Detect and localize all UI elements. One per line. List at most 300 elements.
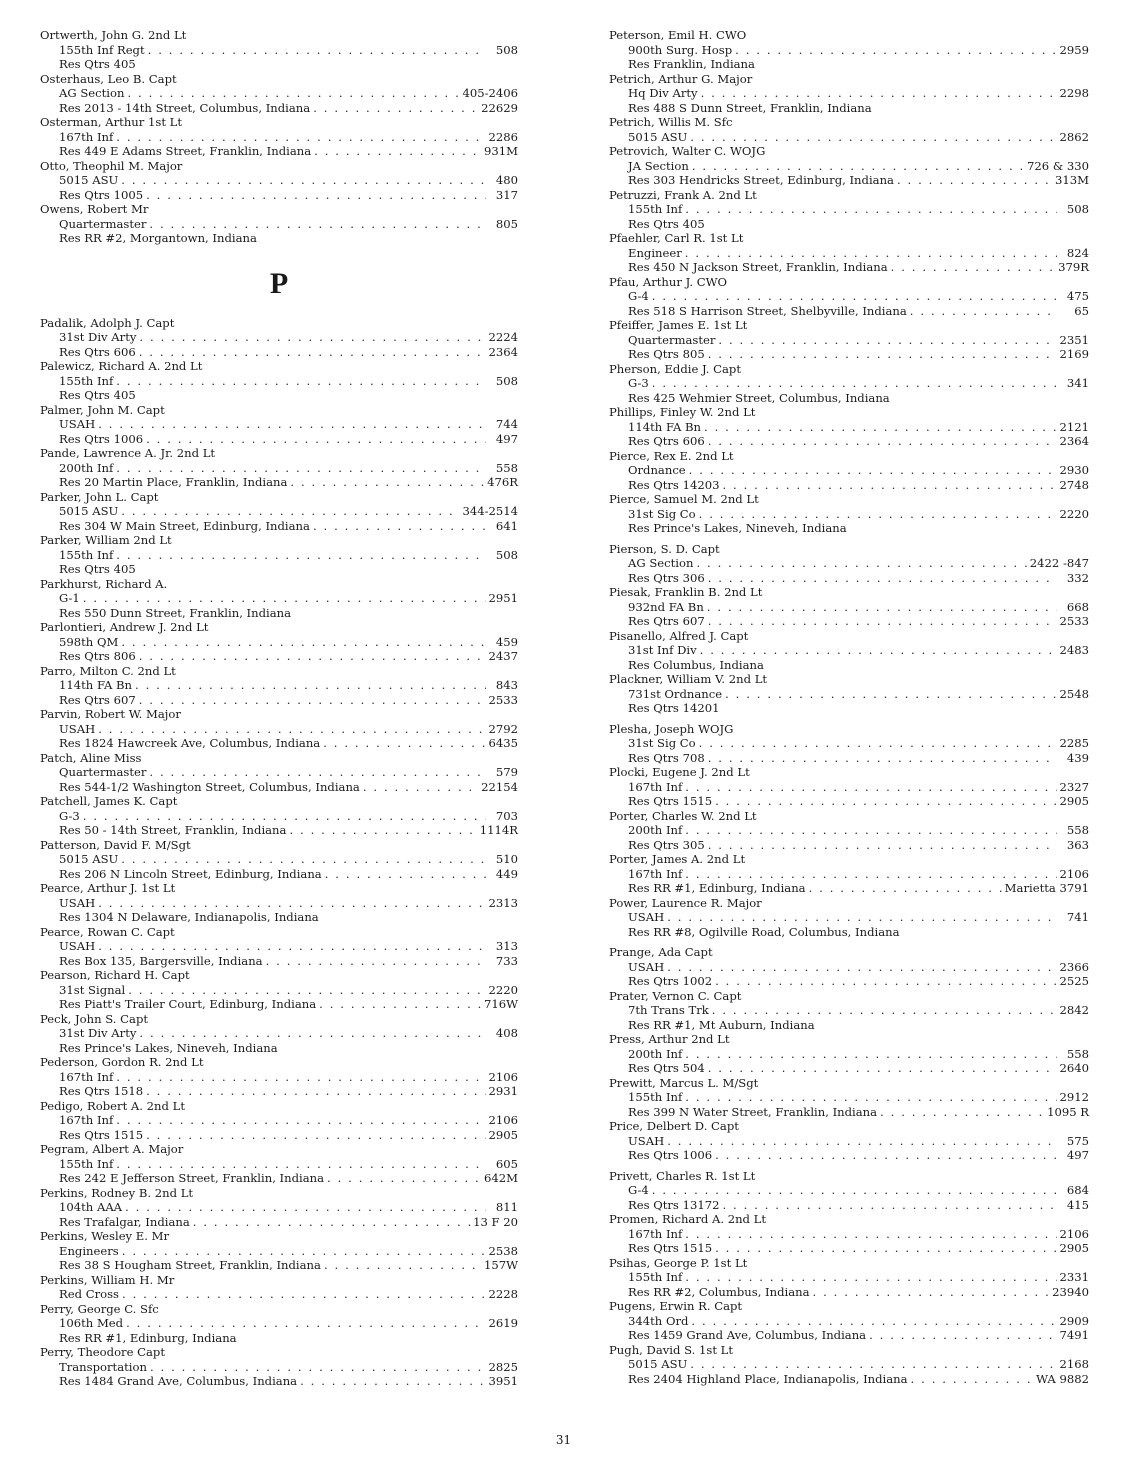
entry-line	[40, 1026, 518, 1041]
entry-line	[609, 1328, 1089, 1343]
entry-line-phone: 2106	[488, 1113, 518, 1127]
dot-leader	[722, 1198, 1057, 1213]
entry-line-label: Res Qtrs 305	[628, 837, 705, 852]
entry-line	[609, 1285, 1089, 1300]
directory-entry	[40, 403, 518, 447]
entry-line-label: USAH	[628, 1133, 665, 1148]
dot-leader	[652, 289, 1057, 304]
entry-line-phone: 2525	[1059, 974, 1089, 988]
directory-entry	[40, 1012, 518, 1056]
entry-line	[40, 809, 518, 824]
entry-line	[609, 974, 1089, 989]
entry-line-label: 200th Inf	[628, 1046, 683, 1061]
entry-line-label: 7th Trans Trk	[628, 1003, 709, 1017]
entry-line-label: Res Qtrs 1006	[628, 1148, 713, 1162]
entry-line-phone: 2364	[1059, 434, 1089, 448]
directory-entry	[40, 664, 518, 708]
entry-line	[40, 519, 518, 534]
dot-leader	[116, 1113, 486, 1128]
directory-entry	[609, 1169, 1089, 1213]
dot-leader	[910, 304, 1057, 319]
entry-line-label: 104th AAA	[59, 1200, 123, 1214]
entry-name: Price, Delbert D. Capt	[609, 1119, 739, 1133]
entry-line	[40, 722, 518, 737]
entry-line-phone: 2220	[1059, 506, 1089, 521]
entry-name: Psihas, George P. 1st Lt	[609, 1255, 748, 1270]
dot-leader	[911, 1372, 1035, 1387]
entry-line-label: Res Trafalgar, Indiana	[59, 1214, 190, 1229]
dot-leader	[116, 548, 486, 563]
dot-leader	[139, 693, 486, 708]
entry-line	[609, 521, 1089, 536]
entry-line	[40, 1157, 518, 1172]
entry-line-phone: 733	[495, 953, 518, 968]
directory-entry	[609, 896, 1089, 940]
dot-leader	[718, 333, 1057, 348]
entry-line-label: Res 304 W Main Street, Edinburg, Indiana	[59, 518, 310, 533]
entry-line-label: 598th QM	[59, 634, 119, 649]
entry-line	[40, 188, 518, 203]
entry-name: Otto, Theophil M. Major	[40, 158, 183, 173]
dot-leader	[715, 974, 1057, 989]
dot-leader	[692, 159, 1025, 174]
entry-line	[40, 217, 518, 232]
entry-line	[609, 246, 1089, 261]
dot-leader	[685, 780, 1057, 795]
entry-line-label: 114th FA Bn	[59, 678, 133, 692]
entry-line-phone: 2959	[1059, 42, 1089, 57]
entry-line-label: G-3	[628, 376, 649, 390]
dot-leader	[704, 420, 1057, 435]
dot-leader	[146, 188, 486, 203]
entry-line-phone: 317	[495, 187, 518, 202]
entry-line-label: Res Piatt's Trailer Court, Edinburg, Indiana	[59, 997, 317, 1011]
entry-line	[40, 1128, 518, 1143]
entry-line-phone: Marietta 3791	[1004, 881, 1089, 895]
dot-leader	[689, 463, 1057, 478]
entry-line	[609, 600, 1089, 615]
directory-entry	[40, 490, 518, 534]
directory-entry	[609, 115, 1089, 144]
entry-line	[40, 417, 518, 432]
entry-line-phone: 2106	[488, 1069, 518, 1084]
entry-line-phone: 2931	[488, 1084, 518, 1098]
dot-leader	[300, 1374, 486, 1389]
entry-line	[609, 925, 1089, 940]
dot-leader	[708, 614, 1057, 629]
entry-name: Promen, Richard A. 2nd Lt	[609, 1212, 767, 1226]
entry-name: Parker, John L. Capt	[40, 489, 159, 504]
entry-name: Power, Laurence R. Major	[609, 895, 762, 910]
left-column	[40, 28, 518, 1389]
entry-line	[40, 1244, 518, 1259]
entry-line	[40, 1084, 518, 1099]
entry-line-phone: 805	[495, 216, 518, 231]
dot-leader	[139, 345, 486, 360]
entry-line-phone: 2533	[488, 692, 518, 707]
entry-line-phone: 2121	[1059, 419, 1089, 434]
entry-line-phone: 558	[495, 460, 518, 475]
entry-line-label: Res Qtrs 708	[628, 750, 705, 765]
dot-leader	[313, 101, 479, 116]
entry-line-label: 5015 ASU	[59, 852, 119, 866]
entry-line-label: Res 518 S Harrison Street, Shelbyville, Indiana	[628, 303, 907, 318]
entry-line-label: 31st Sig Co	[628, 736, 696, 750]
entry-name: Padalik, Adolph J. Capt	[40, 315, 175, 330]
entry-line	[609, 43, 1089, 58]
dot-leader	[266, 954, 486, 969]
entry-line-phone: 716W	[483, 997, 518, 1011]
directory-entry	[40, 1302, 518, 1346]
entry-line	[40, 1258, 518, 1273]
entry-line-label: USAH	[59, 895, 96, 910]
entry-line-phone: 741	[1066, 910, 1089, 924]
entry-line-label: Res RR #1, Edinburg, Indiana	[59, 1330, 237, 1345]
entry-line	[40, 1287, 518, 1302]
directory-entry	[40, 202, 518, 246]
entry-name: Petruzzi, Frank A. 2nd Lt	[609, 187, 757, 202]
entry-line-phone: 2538	[488, 1243, 518, 1258]
dot-leader	[313, 519, 486, 534]
section-letter: P	[269, 266, 289, 300]
entry-line-label: USAH	[628, 910, 665, 924]
entry-line	[40, 765, 518, 780]
entry-line	[609, 333, 1089, 348]
dot-leader	[707, 600, 1057, 615]
entry-line	[609, 463, 1089, 478]
dot-leader	[149, 217, 486, 232]
entry-line	[40, 432, 518, 447]
entry-line	[609, 867, 1089, 882]
entry-line	[40, 1360, 518, 1375]
dot-leader	[813, 1285, 1051, 1300]
entry-line-phone: 2285	[1059, 736, 1089, 750]
directory-entry	[40, 707, 518, 751]
dot-leader	[699, 507, 1057, 522]
entry-line-label: Engineers	[59, 1243, 119, 1258]
entry-line-label: Res RR #1, Edinburg, Indiana	[628, 881, 806, 895]
entry-line-phone: 2951	[488, 591, 518, 605]
entry-line	[40, 173, 518, 188]
entry-line-phone: 703	[495, 808, 518, 823]
dot-leader	[146, 1128, 486, 1143]
dot-leader	[725, 687, 1057, 702]
dot-leader	[715, 1148, 1057, 1163]
directory-entry	[609, 1032, 1089, 1076]
dot-leader	[146, 1084, 486, 1099]
entry-line	[40, 910, 518, 925]
dot-leader	[701, 86, 1057, 101]
entry-line-label: Res Prince's Lakes, Nineveh, Indiana	[628, 521, 847, 535]
directory-entry	[609, 28, 1089, 72]
entry-line-label: Quartermaster	[59, 216, 147, 231]
entry-line-phone: 2106	[1059, 1226, 1089, 1241]
dot-leader	[685, 1090, 1057, 1105]
directory-entry	[609, 144, 1089, 188]
entry-line	[609, 1090, 1089, 1105]
entry-name: Pisanello, Alfred J. Capt	[609, 628, 749, 643]
entry-line-label: Res Qtrs 606	[59, 344, 136, 359]
entry-line	[609, 1047, 1089, 1062]
dot-leader	[735, 43, 1057, 58]
entry-name: Parvin, Robert W. Major	[40, 707, 181, 721]
dot-leader	[116, 1157, 486, 1172]
entry-line-phone: 313	[495, 939, 518, 953]
entry-line-phone: 2905	[1059, 1241, 1089, 1255]
entry-name: Pegram, Albert A. Major	[40, 1142, 184, 1156]
entry-line-label: Res Qtrs 1518	[59, 1084, 144, 1098]
entry-line-label: JA Section	[628, 158, 689, 173]
entry-name: Piesak, Franklin B. 2nd Lt	[609, 585, 763, 599]
entry-line	[609, 794, 1089, 809]
entry-line-phone: 2930	[1059, 463, 1089, 477]
dot-leader	[98, 896, 486, 911]
entry-line	[40, 330, 518, 345]
entry-line-label: Res Qtrs 405	[59, 388, 136, 402]
entry-name: Perkins, William H. Mr	[40, 1272, 175, 1287]
dot-leader	[685, 246, 1057, 261]
entry-line	[609, 1105, 1089, 1120]
entry-line-label: Res 399 N Water Street, Franklin, Indiana	[628, 1104, 878, 1119]
entry-line-phone: 363	[1066, 837, 1089, 852]
entry-line	[40, 548, 518, 563]
entry-line-phone: 2909	[1059, 1313, 1089, 1328]
dot-leader	[121, 852, 486, 867]
entry-line	[609, 1372, 1089, 1387]
entry-line-label: 155th Inf Regt	[59, 42, 145, 57]
directory-entry	[609, 362, 1089, 406]
dot-leader	[122, 1244, 486, 1259]
entry-line-label: Res RR #2, Morgantown, Indiana	[59, 231, 257, 245]
entry-line-label: 932nd FA Bn	[628, 599, 704, 614]
entry-name: Palmer, John M. Capt	[40, 402, 165, 417]
entry-line-phone: 726 & 330	[1027, 158, 1089, 173]
directory-entry	[609, 1212, 1089, 1256]
entry-line	[40, 86, 518, 101]
dot-leader	[146, 432, 486, 447]
entry-line-phone: 2298	[1059, 86, 1089, 100]
entry-name: Patterson, David F. M/Sgt	[40, 837, 191, 852]
entry-line	[40, 1041, 518, 1056]
directory-entry	[40, 1142, 518, 1186]
entry-name: Pierce, Rex E. 2nd Lt	[609, 448, 734, 463]
entry-line-label: 900th Surg. Hosp	[628, 42, 733, 57]
dot-leader	[98, 417, 486, 432]
entry-line	[40, 1331, 518, 1346]
entry-name: Parlontieri, Andrew J. 2nd Lt	[40, 620, 209, 634]
entry-line-label: 344th Ord	[628, 1313, 689, 1328]
entry-line	[609, 556, 1089, 571]
entry-line-label: Red Cross	[59, 1287, 119, 1301]
entry-name: Patch, Aline Miss	[40, 750, 142, 765]
dot-leader	[891, 260, 1057, 275]
dot-leader	[325, 867, 486, 882]
dot-leader	[149, 765, 486, 780]
entry-line-phone: 2351	[1059, 332, 1089, 347]
entry-line	[609, 260, 1089, 275]
entry-line	[40, 867, 518, 882]
entry-line-label: Res Qtrs 606	[628, 434, 705, 448]
entry-line-label: 155th Inf	[628, 1090, 683, 1104]
right-column	[609, 28, 1089, 1386]
entry-line	[609, 1227, 1089, 1242]
entry-line	[40, 852, 518, 867]
directory-entry	[609, 989, 1089, 1033]
entry-name: Ortwerth, John G. 2nd Lt	[40, 28, 187, 42]
dot-leader	[127, 86, 460, 101]
entry-line-label: Res 1304 N Delaware, Indianapolis, Indiana	[59, 910, 319, 924]
entry-line-label: Res Qtrs 607	[628, 614, 705, 628]
entry-line-label: Hq Div Arty	[628, 86, 698, 100]
entry-line-label: Res 2013 - 14th Street, Columbus, Indiana	[59, 100, 311, 115]
entry-name: Pugens, Erwin R. Capt	[609, 1299, 743, 1313]
dot-leader	[139, 330, 486, 345]
entry-name: Prater, Vernon C. Capt	[609, 988, 742, 1003]
entry-line	[40, 374, 518, 389]
entry-line-phone: 1095 R	[1047, 1104, 1089, 1119]
entry-line-phone: 379R	[1058, 260, 1089, 274]
entry-name: Petrich, Arthur G. Major	[609, 71, 753, 86]
dot-leader	[685, 1270, 1057, 1285]
entry-line-phone: 2220	[488, 982, 518, 997]
entry-name: Prange, Ada Capt	[609, 945, 713, 959]
entry-name: Porter, Charles W. 2nd Lt	[609, 808, 757, 823]
entry-line	[609, 1314, 1089, 1329]
entry-line-label: Res 2404 Highland Place, Indianapolis, Indiana	[628, 1371, 908, 1386]
dot-leader	[98, 722, 486, 737]
dot-leader	[690, 1357, 1057, 1372]
entry-line-phone: 415	[1066, 1197, 1089, 1212]
entry-line-label: 155th Inf	[628, 202, 683, 216]
entry-line	[609, 57, 1089, 72]
entry-line-phone: 408	[495, 1026, 518, 1040]
dot-leader	[691, 1314, 1057, 1329]
entry-line	[609, 701, 1089, 716]
entry-line-phone: 558	[1066, 1046, 1089, 1061]
entry-line-phone: 2437	[488, 649, 518, 663]
directory-entry	[609, 1256, 1089, 1300]
entry-name: Pearce, Rowan C. Capt	[40, 924, 175, 939]
entry-line-phone: 510	[495, 852, 518, 866]
entry-name: Pierce, Samuel M. 2nd Lt	[609, 492, 759, 506]
entry-line	[609, 1148, 1089, 1163]
entry-line	[609, 159, 1089, 174]
directory-entry	[40, 1345, 518, 1389]
entry-line	[609, 1018, 1089, 1033]
entry-name: Peterson, Emil H. CWO	[609, 28, 747, 42]
entry-line-phone: 480	[495, 173, 518, 187]
entry-line-label: Res Qtrs 1515	[59, 1127, 144, 1142]
entry-line-label: Res Qtrs 405	[628, 216, 705, 231]
entry-line	[40, 1374, 518, 1389]
directory-entry	[609, 449, 1089, 493]
entry-line-phone: 2224	[488, 330, 518, 344]
directory-entry	[609, 188, 1089, 232]
directory-entry	[609, 231, 1089, 275]
directory-entry	[40, 159, 518, 203]
entry-line	[609, 1134, 1089, 1149]
entry-line-phone: 605	[495, 1156, 518, 1171]
dot-leader	[327, 1171, 482, 1186]
entry-line	[609, 571, 1089, 586]
entry-line	[40, 1215, 518, 1230]
entry-line-phone: 2313	[488, 895, 518, 910]
entry-line-label: Res Qtrs 13172	[628, 1197, 720, 1212]
entry-line	[40, 461, 518, 476]
entry-line-phone: 843	[495, 678, 518, 692]
entry-name: Petrovich, Walter C. WOJG	[609, 144, 766, 158]
directory-entry	[609, 722, 1089, 766]
entry-line	[609, 780, 1089, 795]
entry-line-phone: 2286	[488, 129, 518, 144]
directory-entry	[40, 1186, 518, 1230]
entry-line	[40, 144, 518, 159]
entry-line	[609, 86, 1089, 101]
entry-name: Privett, Charles R. 1st Lt	[609, 1168, 756, 1183]
entry-line	[609, 614, 1089, 629]
page-number: 31	[555, 1433, 572, 1447]
entry-line-label: 5015 ASU	[628, 129, 688, 144]
entry-line	[609, 1357, 1089, 1372]
dot-leader	[83, 809, 486, 824]
dot-leader	[139, 649, 486, 664]
entry-line-phone: 2619	[488, 1316, 518, 1330]
entry-name: Pande, Lawrence A. Jr. 2nd Lt	[40, 446, 216, 460]
directory-entry	[40, 446, 518, 490]
entry-line	[609, 881, 1089, 896]
directory-entry	[609, 492, 1089, 536]
dot-leader	[722, 478, 1057, 493]
entry-name: Perry, George C. Sfc	[40, 1301, 159, 1316]
entry-line-phone: 1114R	[479, 823, 518, 837]
entry-line-label: Res 425 Wehmier Street, Columbus, Indiana	[628, 390, 890, 405]
dot-leader	[685, 1047, 1057, 1062]
directory-entry	[609, 585, 1089, 629]
entry-line-phone: 2825	[488, 1359, 518, 1374]
entry-line-label: 31st Div Arty	[59, 330, 137, 344]
entry-line	[40, 1113, 518, 1128]
entry-line-phone: 2905	[1059, 794, 1089, 808]
entry-name: Osterman, Arthur 1st Lt	[40, 115, 183, 129]
directory-entry	[40, 968, 518, 1012]
entry-line	[40, 101, 518, 116]
entry-name: Perkins, Rodney B. 2nd Lt	[40, 1185, 194, 1200]
entry-line	[40, 1316, 518, 1331]
dot-leader	[700, 643, 1057, 658]
entry-line	[40, 823, 518, 838]
dot-leader	[708, 751, 1057, 766]
dot-leader	[897, 173, 1053, 188]
dot-leader	[685, 202, 1057, 217]
entry-line-label: Res 38 S Hougham Street, Franklin, Indiana	[59, 1258, 321, 1272]
entry-line	[609, 910, 1089, 925]
entry-line	[609, 304, 1089, 319]
directory-entry	[609, 809, 1089, 853]
entry-line-phone: 642M	[483, 1171, 518, 1185]
entry-line-phone: 313M	[1054, 173, 1089, 187]
entry-line-phone: 344-2514	[462, 504, 518, 518]
entry-line	[40, 649, 518, 664]
entry-name: Parro, Milton C. 2nd Lt	[40, 663, 176, 678]
directory-entry	[40, 577, 518, 621]
entry-line	[609, 823, 1089, 838]
directory-entry	[609, 72, 1089, 116]
entry-line-label: 155th Inf	[59, 373, 114, 388]
dot-leader	[696, 556, 1027, 571]
entry-line	[40, 57, 518, 72]
dot-leader	[715, 794, 1057, 809]
entry-line-phone: 2228	[488, 1287, 518, 1301]
